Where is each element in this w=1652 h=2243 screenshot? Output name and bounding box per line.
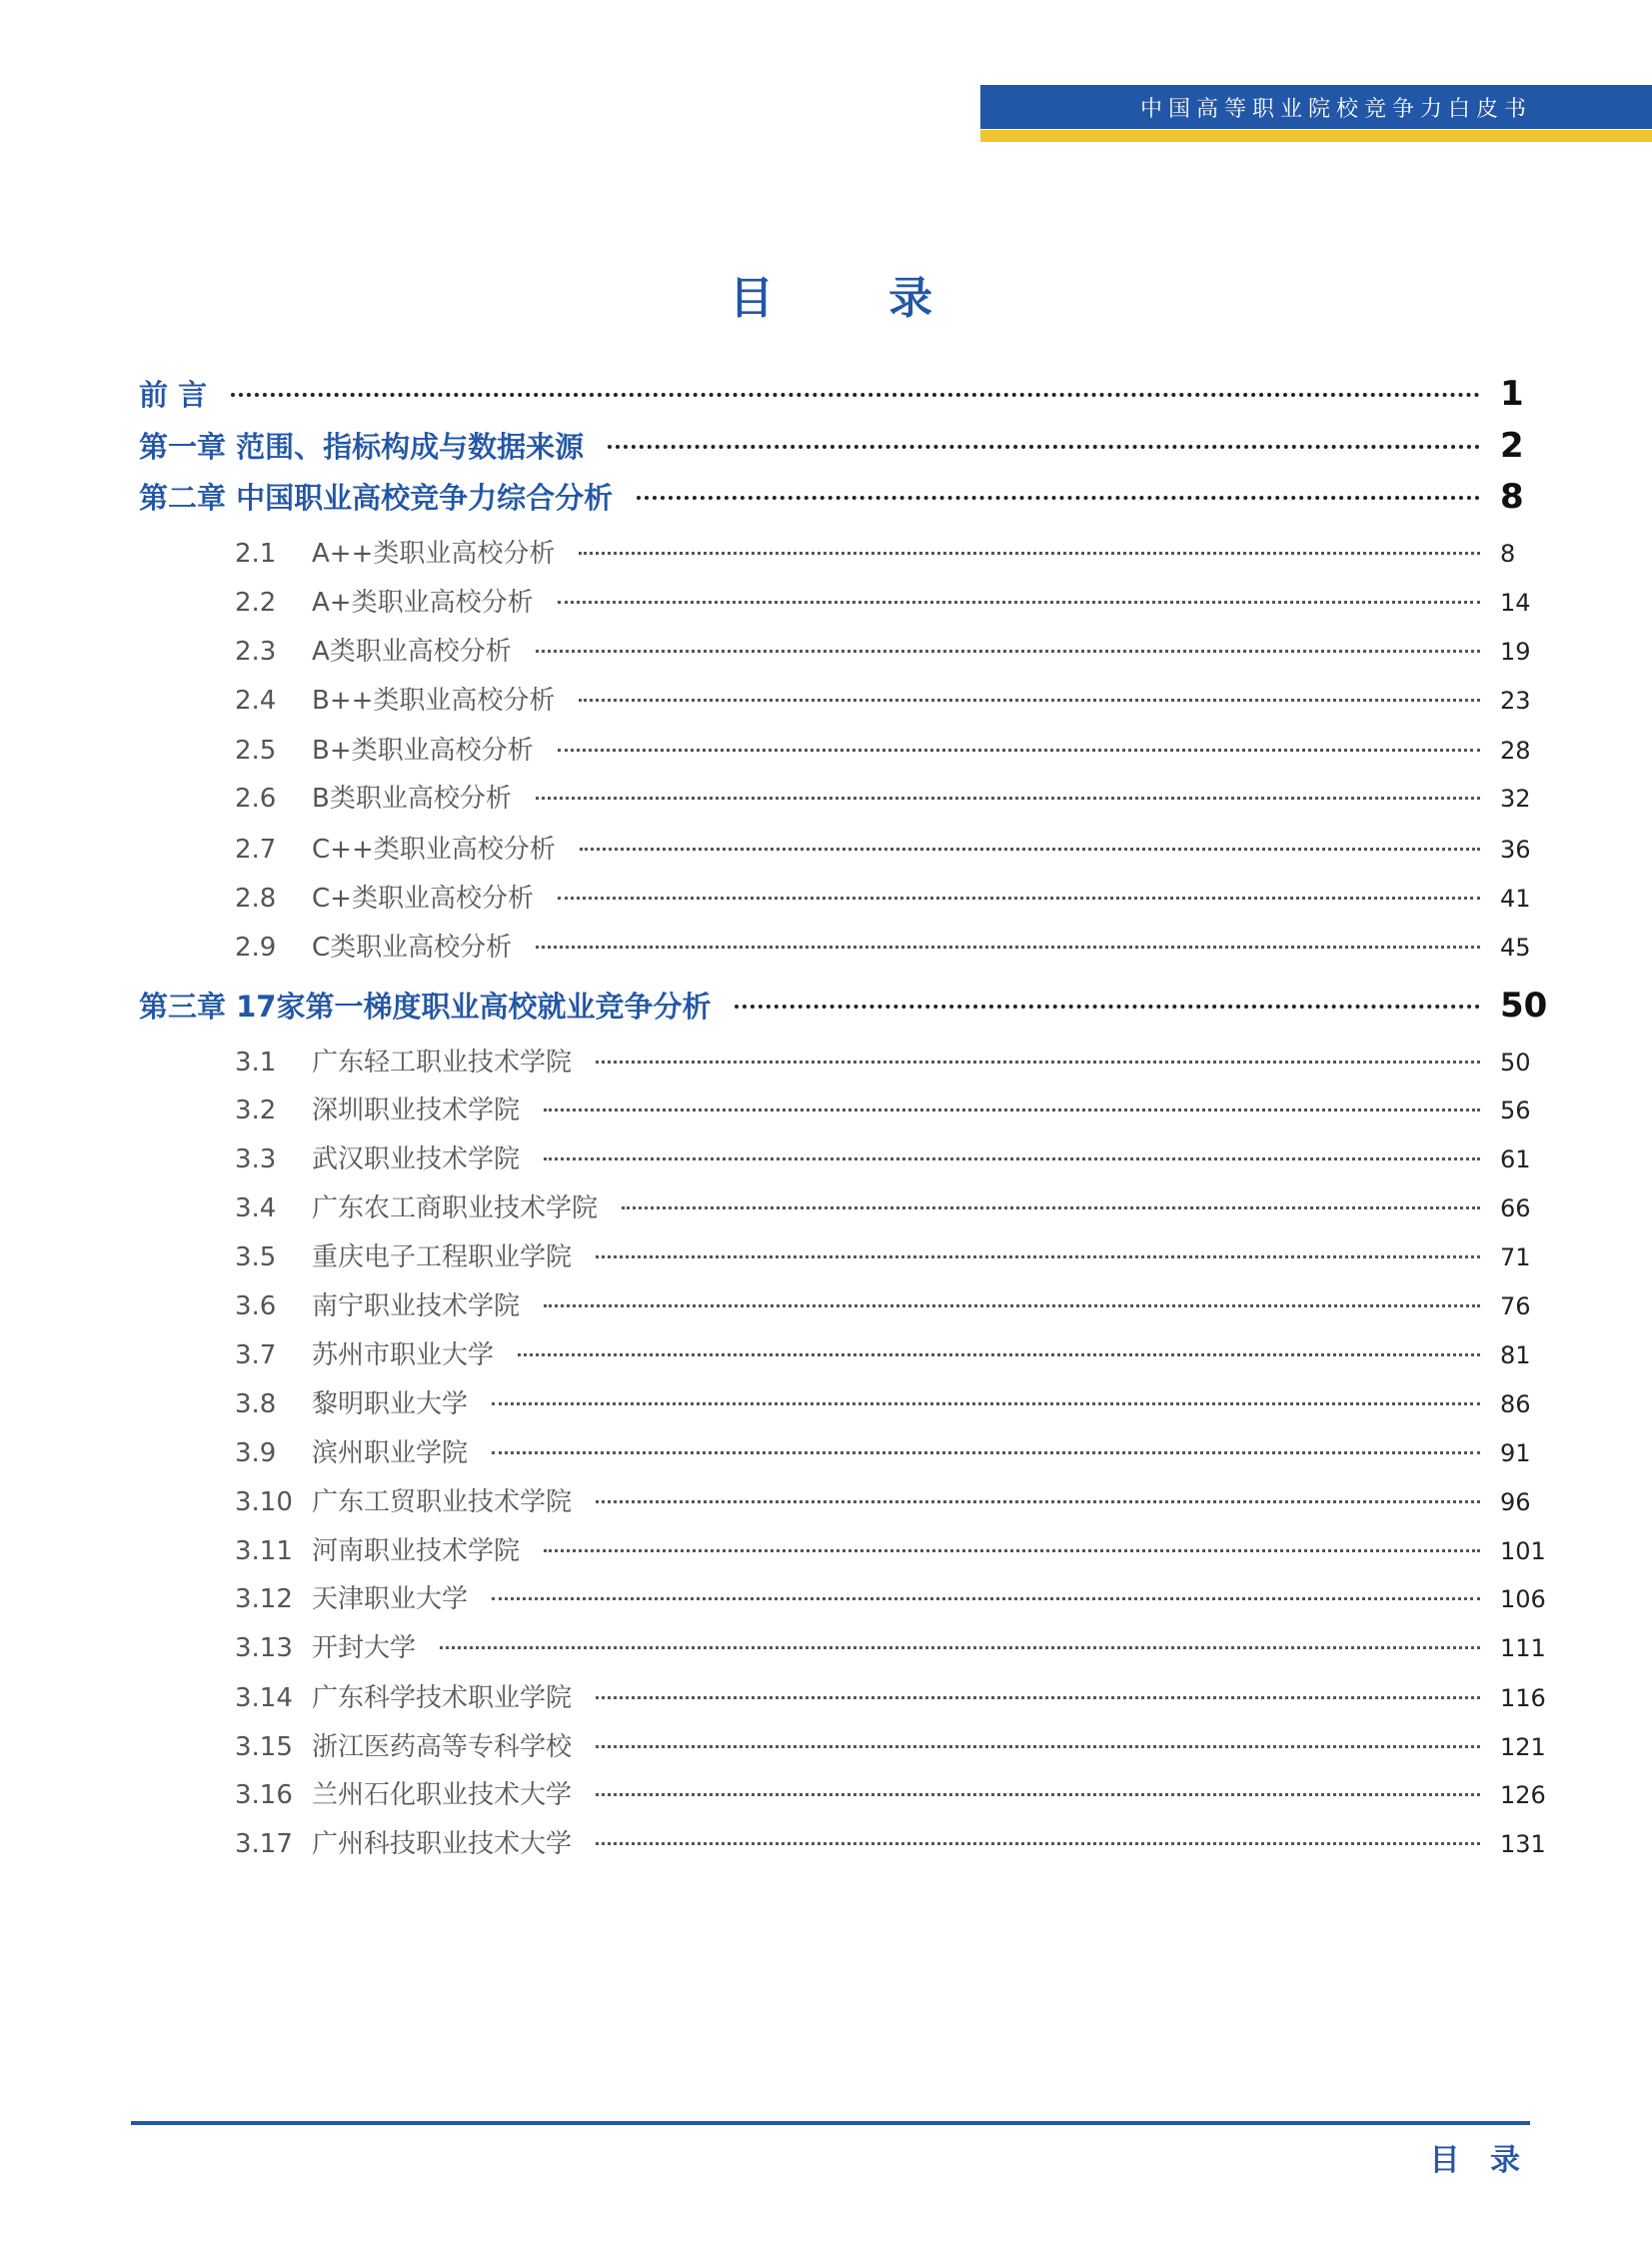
toc-section-entry[interactable] [235, 1334, 1548, 1371]
toc-section-entry[interactable] [235, 1677, 1548, 1714]
toc-entry-label: 第一章 范围、指标构成与数据来源 [139, 430, 585, 464]
dot-leader [622, 1206, 1480, 1209]
toc-page-number: 32 [1500, 785, 1531, 813]
toc-entry-number: 2.9 [235, 933, 277, 963]
toc-page-number: 106 [1500, 1585, 1546, 1613]
dot-leader [536, 650, 1480, 653]
toc-page-number: 14 [1500, 589, 1531, 617]
dot-leader [596, 1061, 1480, 1064]
toc-entry-label: 广东工贸职业技术学院 [312, 1487, 573, 1517]
toc-page-number: 28 [1500, 737, 1531, 765]
toc-page-number: 111 [1500, 1634, 1546, 1662]
toc-section-entry[interactable] [235, 829, 1548, 866]
dot-leader [536, 797, 1480, 800]
toc-entry-label: 广东轻工职业技术学院 [312, 1048, 573, 1078]
toc-entry-number: 2.4 [235, 686, 277, 716]
toc-section-entry[interactable] [235, 878, 1548, 915]
toc-page-number: 19 [1500, 638, 1531, 666]
dot-leader [596, 1842, 1480, 1845]
toc-section-entry[interactable] [235, 1432, 1548, 1469]
dot-leader [637, 496, 1480, 500]
toc-section-entry[interactable] [235, 1383, 1548, 1420]
toc-section-entry[interactable] [235, 680, 1548, 717]
toc-section-entry[interactable] [235, 1138, 1548, 1175]
toc-entry-number: 2.5 [235, 736, 277, 766]
toc-entry-label: 第三章 17家第一梯度职业高校就业竞争分析 [139, 990, 712, 1024]
toc-entry-number: 3.13 [235, 1633, 293, 1663]
toc-entry-label: 南宁职业技术学院 [312, 1291, 521, 1321]
toc-page-number: 56 [1500, 1097, 1531, 1124]
dot-leader [596, 1793, 1480, 1796]
toc-section-entry[interactable] [235, 1236, 1548, 1273]
toc-page-number: 23 [1500, 687, 1531, 715]
toc-section-entry[interactable] [235, 1823, 1548, 1860]
toc-page-number: 41 [1500, 885, 1531, 913]
dot-leader [544, 1549, 1480, 1552]
toc-entry-number: 3.10 [235, 1487, 293, 1517]
toc-entry-number: 3.1 [235, 1048, 277, 1078]
dot-leader [558, 897, 1480, 900]
toc-entry-number: 3.4 [235, 1193, 277, 1223]
toc-page-number: 91 [1500, 1439, 1531, 1467]
dot-leader [492, 1597, 1480, 1600]
toc-page-number: 86 [1500, 1390, 1531, 1418]
dot-leader [579, 552, 1480, 555]
toc-entry-number: 2.3 [235, 637, 277, 667]
toc-entry-number: 2.6 [235, 784, 277, 814]
toc-entry-number: 2.2 [235, 588, 277, 618]
toc-entry-label: C类职业高校分析 [312, 933, 513, 963]
dot-leader [536, 946, 1480, 949]
toc-entry-label: B类职业高校分析 [312, 784, 512, 814]
toc-entry-number: 3.6 [235, 1291, 277, 1321]
toc-section-entry[interactable] [235, 582, 1548, 619]
toc-entry-label: 重庆电子工程职业学院 [312, 1242, 573, 1272]
dot-leader [492, 1451, 1480, 1454]
dot-leader [608, 445, 1480, 449]
toc-page-number: 96 [1500, 1488, 1531, 1516]
toc-entry-number: 3.5 [235, 1242, 277, 1272]
toc-page-number: 45 [1500, 934, 1531, 962]
toc-page-number: 8 [1500, 477, 1524, 517]
dot-leader [558, 749, 1480, 752]
toc-section-entry[interactable] [235, 1090, 1548, 1126]
toc-page-number: 76 [1500, 1292, 1531, 1320]
dot-leader [596, 1745, 1480, 1748]
toc-page-number: 50 [1500, 986, 1548, 1026]
dot-leader [558, 601, 1480, 604]
dot-leader [735, 1005, 1480, 1009]
toc-entry-number: 2.8 [235, 884, 277, 914]
toc-entry-label: B+类职业高校分析 [312, 736, 534, 766]
toc-entry-label: 滨州职业学院 [312, 1438, 469, 1468]
toc-section-entry[interactable] [235, 1726, 1548, 1763]
toc-entry-label: B++类职业高校分析 [312, 686, 556, 716]
page-title: 目 录 [729, 273, 983, 324]
toc-entry-label: C++类职业高校分析 [312, 835, 556, 865]
toc-entry-number: 3.9 [235, 1438, 277, 1468]
toc-entry-label: A+类职业高校分析 [312, 588, 534, 618]
toc-page-number: 2 [1500, 426, 1524, 466]
toc-entry-number: 3.8 [235, 1389, 277, 1419]
toc-entry-label: 黎明职业大学 [312, 1389, 469, 1419]
toc-entry-label: 广东农工商职业技术学院 [312, 1193, 599, 1223]
toc-page-number: 131 [1500, 1830, 1546, 1858]
book-title: 中国高等职业院校竞争力白皮书 [1139, 96, 1532, 122]
toc-entry-number: 3.7 [235, 1340, 277, 1370]
toc-page-number: 71 [1500, 1243, 1531, 1271]
toc-entry-label: C+类职业高校分析 [312, 884, 534, 914]
toc-entry-number: 3.2 [235, 1096, 277, 1125]
toc-page-number: 1 [1500, 374, 1524, 414]
toc-entry-label: 第二章 中国职业高校竞争力综合分析 [139, 481, 614, 515]
toc-entry-label: A++类职业高校分析 [312, 539, 556, 569]
toc-entry-number: 2.1 [235, 539, 277, 569]
toc-entry-label: 河南职业技术学院 [312, 1536, 521, 1566]
dot-leader [544, 1109, 1480, 1112]
toc-page-number: 101 [1500, 1537, 1546, 1565]
toc-entry-label: 深圳职业技术学院 [312, 1096, 521, 1125]
dot-leader [596, 1696, 1480, 1699]
toc-entry-label: 前 言 [139, 378, 208, 412]
toc-page-number: 126 [1500, 1781, 1546, 1809]
dot-leader [544, 1157, 1480, 1160]
toc-entry-label: 浙江医药高等专科学校 [312, 1732, 573, 1762]
header-banner [980, 85, 1652, 129]
toc-section-entry[interactable] [235, 927, 1548, 964]
toc-chapter-entry[interactable] [139, 985, 1548, 1026]
toc-section-entry[interactable] [235, 1285, 1548, 1322]
toc-entry-number: 2.7 [235, 835, 277, 865]
toc-entry-number: 3.11 [235, 1536, 293, 1566]
toc-section-entry[interactable] [235, 1627, 1548, 1664]
toc-entry-number: 3.16 [235, 1780, 293, 1810]
toc-entry-label: 广州科技职业技术大学 [312, 1829, 573, 1859]
dot-leader [518, 1353, 1480, 1356]
dot-leader [544, 1304, 1480, 1307]
toc-entry-label: 兰州石化职业技术大学 [312, 1780, 573, 1810]
toc-entry-label: 天津职业大学 [312, 1584, 469, 1614]
toc-entry-label: 广东科学技术职业学院 [312, 1683, 573, 1713]
toc-entry-label: A类职业高校分析 [312, 637, 512, 667]
toc-page-number: 8 [1500, 540, 1516, 568]
toc-page-number: 36 [1500, 836, 1531, 864]
toc-section-entry[interactable] [235, 1481, 1548, 1518]
toc-page-number: 66 [1500, 1194, 1531, 1222]
footer-section-label: 目 录 [1429, 2143, 1530, 2178]
toc-page-number: 50 [1500, 1049, 1531, 1077]
toc-section-entry[interactable] [235, 1187, 1548, 1224]
toc-entry-number: 3.12 [235, 1584, 293, 1614]
header-accent-stripe [980, 130, 1652, 142]
dot-leader [596, 1500, 1480, 1503]
toc-entry-label: 苏州市职业大学 [312, 1340, 495, 1370]
toc-chapter-entry[interactable] [139, 476, 1548, 517]
toc-page-number: 81 [1500, 1341, 1531, 1369]
toc-section-entry[interactable] [235, 1042, 1548, 1079]
toc-entry-number: 3.15 [235, 1732, 293, 1762]
toc-section-entry[interactable] [235, 1530, 1548, 1567]
toc-chapter-entry[interactable] [139, 373, 1548, 414]
toc-section-entry[interactable] [235, 730, 1548, 767]
toc-section-entry[interactable] [235, 631, 1548, 668]
toc-entry-label: 开封大学 [312, 1633, 417, 1663]
toc-entry-number: 3.14 [235, 1683, 293, 1713]
dot-leader [231, 393, 1480, 397]
toc-section-entry[interactable] [235, 1578, 1548, 1615]
toc-chapter-entry[interactable] [139, 425, 1548, 466]
toc-entry-label: 武汉职业技术学院 [312, 1144, 521, 1174]
footer-divider [131, 2121, 1530, 2125]
toc-section-entry[interactable] [235, 778, 1548, 815]
dot-leader [579, 699, 1480, 702]
toc-page-number: 116 [1500, 1684, 1546, 1712]
dot-leader [580, 848, 1480, 851]
dot-leader [596, 1255, 1480, 1258]
dot-leader [440, 1646, 1480, 1649]
toc-entry-number: 3.3 [235, 1144, 277, 1174]
toc-entry-number: 3.17 [235, 1829, 293, 1859]
toc-page-number: 121 [1500, 1733, 1546, 1761]
toc-section-entry[interactable] [235, 533, 1548, 570]
dot-leader [492, 1402, 1480, 1405]
toc-page-number: 61 [1500, 1145, 1531, 1173]
toc-section-entry[interactable] [235, 1774, 1548, 1811]
